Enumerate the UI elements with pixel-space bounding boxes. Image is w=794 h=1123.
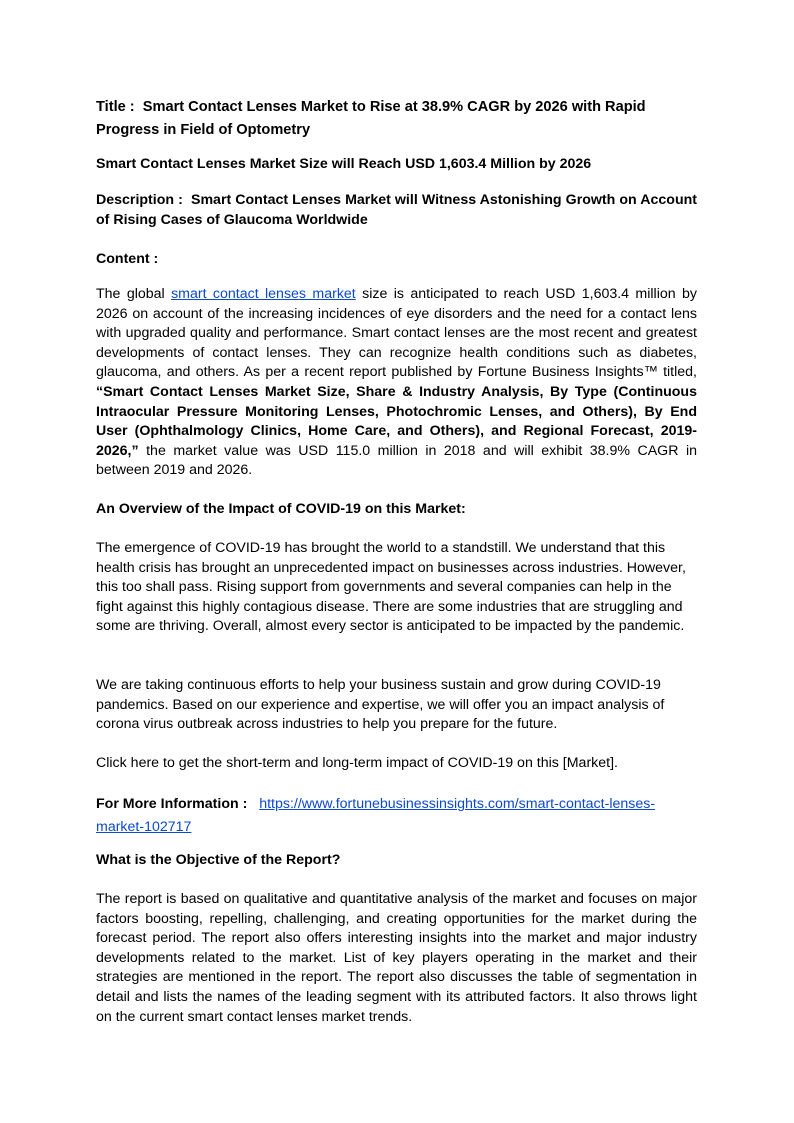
title-label: Title : (96, 99, 135, 115)
more-info-label: For More Information : (96, 796, 248, 812)
intro-part1: size is anticipated to reach USD 1,603.4 million by 2026 on account of the increasing incidences of eye disorders and the need for a contact lens with upgraded quality and performance. Smart contact lenses are the most recent and greatest developments of contact lenses. They can recognize health conditions such as diabetes, glaucoma, and others. As per a recent report published by Fortune Business Insights™ titled, (96, 286, 697, 381)
title-line (96, 96, 697, 142)
title-text: Smart Contact Lenses Market to Rise at 38.9% CAGR by 2026 with Rapid Progress in Field of Optometry (96, 99, 646, 138)
objective-paragraph: The report is based on qualitative and quantitative analysis of the market and focuses on major factors boosting, repelling, challenging, and creating opportunities for the market during the forecast period. The report also offers interesting insights into the market and major industry developments related to the market. List of key players operating in the market and their strategies are mentioned in the report. The report also discusses the table of segmentation in detail and lists the names of the leading segment with its attributed factors. It also throws light on the current smart contact lenses market trends. (96, 891, 697, 1025)
covid-paragraph-3: Click here to get the short-term and long-term impact of COVID-19 on this [Market]. (96, 755, 618, 771)
description-text: Smart Contact Lenses Market will Witness Astonishing Growth on Account of Rising Cases of Glaucoma Worldwide (96, 192, 697, 228)
covid-heading: An Overview of the Impact of COVID-19 on this Market: (96, 501, 466, 517)
market-link[interactable]: smart contact lenses market (171, 286, 356, 302)
objective-heading: What is the Objective of the Report? (96, 852, 341, 868)
intro-part2: the market value was USD 115.0 million in 2018 and will exhibit 38.9% CAGR in between 2019 and 2026. (96, 442, 697, 479)
covid-paragraph-1: The emergence of COVID-19 has brought the world to a standstill. We understand that this health crisis has brought an unprecedented impact on businesses across industries. However, this too shall pass. Rising support from governments and several companies can help in the fight against this highly contagious disease. There are some industries that are struggling and some are thriving. Overall, almost every sector is anticipated to be impacted by the pandemic. (96, 540, 686, 635)
more-info (96, 793, 697, 839)
content-label: Content : (96, 251, 159, 267)
description (96, 191, 697, 230)
covid-paragraph-2: We are taking continuous efforts to help your business sustain and grow during COVID-19 pandemics. Based on our experience and expertise, we will offer you an impact analysis of corona virus outbreak across industries to help you prepare for the future. (96, 677, 665, 733)
description-label: Description : (96, 192, 183, 208)
report-title: “Smart Contact Lenses Market Size, Share & Industry Analysis, By Type (Continuous Intraocular Pressure Monitoring Lenses, Photochromic Lenses, and Others), By End User (Ophthalmology Clinics, Home Care, and Others), and Regional Forecast, 2019-2026,” (96, 383, 697, 459)
url-line-1: https://www.fortunebusinessinsights.com/smart-contact-lenses- (259, 796, 656, 812)
url-line-2: market-102717 (96, 819, 192, 835)
intro-prefix: The global (96, 286, 165, 302)
intro-paragraph (96, 285, 697, 481)
subtitle: Smart Contact Lenses Market Size will Reach USD 1,603.4 Million by 2026 (96, 156, 592, 172)
